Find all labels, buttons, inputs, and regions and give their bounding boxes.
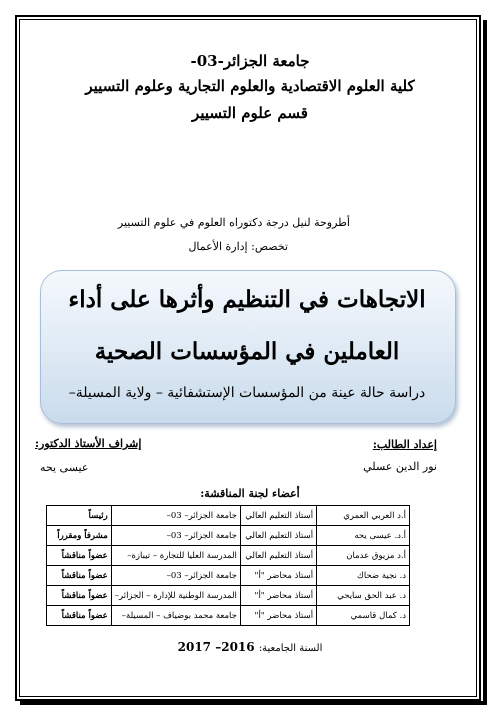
table-row (47, 586, 410, 606)
jury-member-name: أ.د مزيوق عدمان (317, 546, 410, 566)
jury-member-name: أ.د العربي العمري (317, 506, 410, 526)
jury-member-institution: جامعة الجزائر– 03– (111, 506, 240, 526)
jury-member-role: عضواً مناقشاً (47, 606, 112, 626)
jury-member-name: د. عبد الحق سايحي (317, 586, 410, 606)
student-name: نور الدين عسلي (363, 460, 437, 473)
jury-member-name: أ.د. عيسى يحه (317, 526, 410, 546)
supervisor-name: عيسى يحه (40, 461, 89, 474)
student-label: إعداد الطالب: (372, 438, 437, 451)
faculty-name: كلية العلوم الاقتصادية والعلوم التجارية وعلوم التسيير (85, 77, 415, 95)
jury-member-rank: أستاذ محاضر "أ" (240, 566, 316, 586)
jury-table (46, 505, 410, 626)
jury-member-role: عضواً مناقشاً (47, 546, 112, 566)
jury-member-rank: أستاذ التعليم العالي (240, 526, 316, 546)
jury-member-institution: جامعة الجزائر– 03– (111, 566, 240, 586)
jury-member-institution: المدرسة الوطنية للإدارة – الجزائر– (111, 586, 240, 606)
thesis-specialization: تخصص: إدارة الأعمال (188, 240, 288, 253)
thesis-title-line2: العاملين في المؤسسات الصحية (94, 338, 400, 365)
jury-label: أعضاء لجنة المناقشة: (200, 487, 300, 500)
table-row (47, 566, 410, 586)
academic-year-value: 2016– 2017 (177, 640, 255, 654)
page-shadow-bottom (20, 701, 487, 705)
table-row (47, 506, 410, 526)
table-row (47, 526, 410, 546)
thesis-degree: أطروحة لنيل درجة دكتوراه العلوم في علوم التسيير (117, 216, 350, 229)
jury-member-rank: أستاذ التعليم العالي (240, 546, 316, 566)
jury-member-role: مشرفاً ومقرراً (47, 526, 112, 546)
jury-member-rank: أستاذ محاضر "أ" (240, 586, 316, 606)
jury-member-rank: أستاذ التعليم العالي (240, 506, 316, 526)
academic-year (0, 640, 500, 654)
page-shadow-right (483, 20, 487, 704)
jury-member-role: عضواً مناقشاً (47, 586, 112, 606)
jury-member-institution: جامعة الجزائر– 03– (111, 526, 240, 546)
supervisor-label: إشراف الأستاذ الدكتور: (35, 437, 142, 450)
jury-member-institution: المدرسة العليا للتجارة – تيبازة– (111, 546, 240, 566)
thesis-subtitle: دراسة حالة عينة من المؤسسات الإستشفائية – ولاية المسيلة– (68, 385, 426, 401)
jury-member-name: د. كمال قاسمي (317, 606, 410, 626)
jury-member-name: د. نجية ضحاك (317, 566, 410, 586)
jury-member-institution: جامعة محمد بوضياف – المسيلة– (111, 606, 240, 626)
academic-year-label: السنة الجامعية: (258, 643, 323, 654)
table-row (47, 606, 410, 626)
jury-member-role: عضواً مناقشاً (47, 566, 112, 586)
table-row (47, 546, 410, 566)
jury-member-rank: أستاذ محاضر "أ" (240, 606, 316, 626)
department-name: قسم علوم التسيير (192, 104, 308, 122)
jury-member-role: رئيساً (47, 506, 112, 526)
thesis-title-line1: الاتجاهات في التنظيم وأثرها على أداء (68, 286, 426, 313)
university-name: جامعة الجزائر-03- (190, 52, 310, 70)
